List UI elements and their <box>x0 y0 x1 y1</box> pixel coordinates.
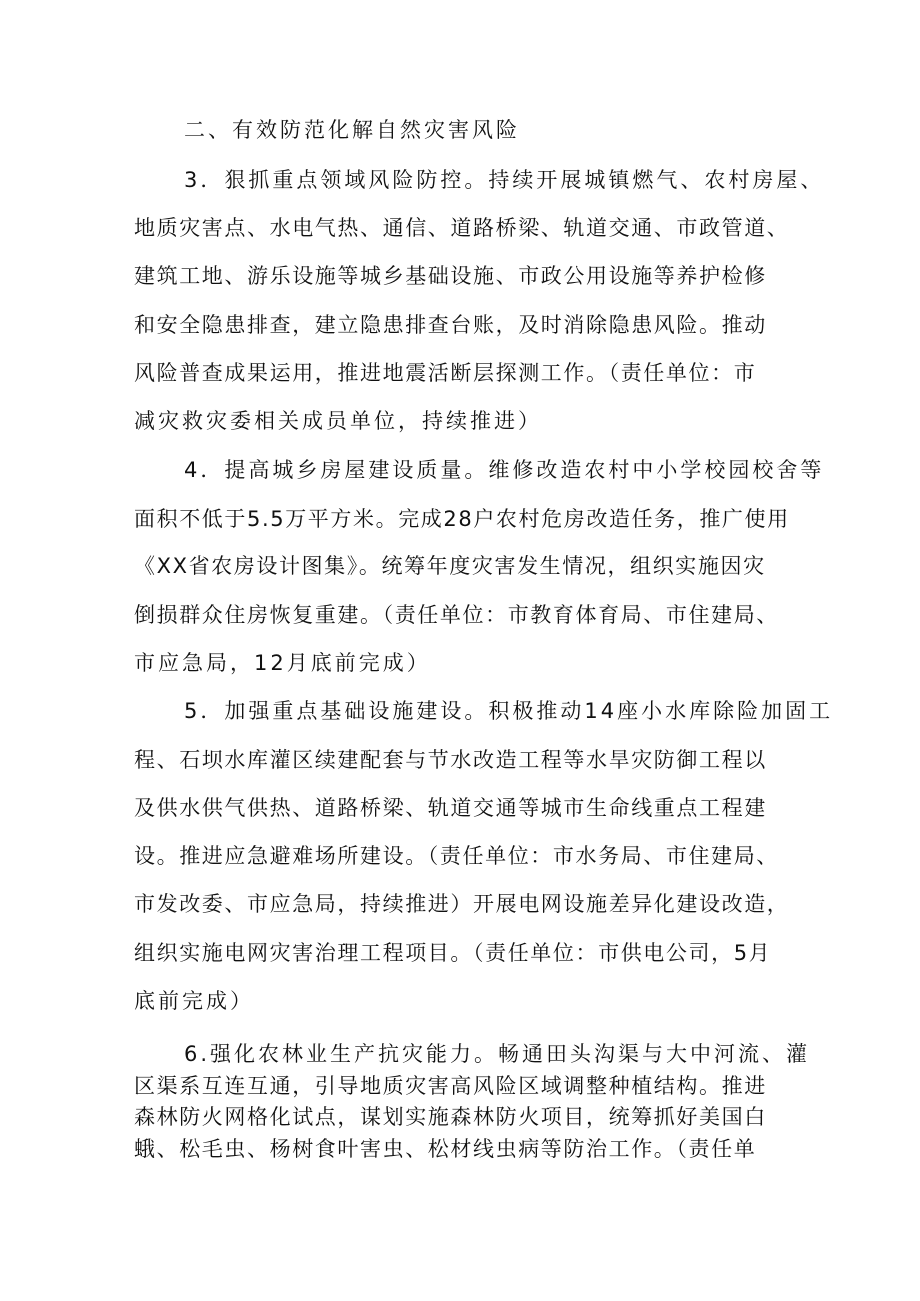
paragraph-3-line-6: 减灾救灾委相关成员单位，持续推进） <box>134 409 542 433</box>
paragraph-5-line-7: 底前完成） <box>134 989 254 1013</box>
paragraph-5-line-5: 市发改委、市应急局，持续推进）开展电网设施差异化建设改造， <box>134 892 790 916</box>
paragraph-3-line-2: 地质灾害点、水电气热、通信、道路桥梁、轨道交通、市政管道、 <box>134 216 790 240</box>
paragraph-4-line-1: 4．提高城乡房屋建设质量。维修改造农村中小学校园校舍等 <box>184 458 825 482</box>
paragraph-4-line-4: 倒损群众住房恢复重建。（责任单位：市教育体育局、市住建局、 <box>134 603 779 627</box>
paragraph-5-line-4: 设。推进应急避难场所建设。（责任单位：市水务局、市住建局、 <box>134 844 779 868</box>
paragraph-3-line-5: 风险普查成果运用，推进地震活断层探测工作。（责任单位：市 <box>134 361 757 385</box>
paragraph-6-line-4: 蛾、松毛虫、杨树食叶害虫、松材线虫病等防治工作。（责任单 <box>134 1137 757 1161</box>
paragraph-6-line-1: 6.强化农林业生产抗灾能力。畅通田头沟渠与大中河流、灌 <box>184 1042 811 1066</box>
paragraph-3-line-3: 建筑工地、游乐设施等城乡基础设施、市政公用设施等养护检修 <box>134 264 767 288</box>
section-heading: 二、有效防范化解自然灾害风险 <box>184 118 520 142</box>
paragraph-5-line-3: 及供水供气供热、道路桥梁、轨道交通等城市生命线重点工程建 <box>134 796 767 820</box>
paragraph-6-line-2: 区渠系互连互通，引导地质灾害高风险区域调整种植结构。推进 <box>134 1074 767 1098</box>
paragraph-3-line-4: 和安全隐患排查，建立隐患排查台账，及时消除隐患风险。推动 <box>134 313 767 337</box>
paragraph-4-line-3: 《XX省农房设计图集》。统筹年度灾害发生情况，组织实施因灾 <box>134 554 766 578</box>
paragraph-4-line-2: 面积不低于5.5万平方米。完成28户农村危房改造任务，推广使用 <box>134 507 790 531</box>
paragraph-3-line-1: 3．狠抓重点领域风险防控。持续开展城镇燃气、农村房屋、 <box>184 168 825 192</box>
paragraph-5-line-2: 程、石坝水库灌区续建配套与节水改造工程等水旱灾防御工程以 <box>134 748 767 772</box>
paragraph-6-line-3: 森林防火网格化试点，谋划实施森林防火项目，统筹抓好美国白 <box>134 1105 767 1129</box>
paragraph-4-line-5: 市应急局，12月底前完成） <box>134 651 431 675</box>
paragraph-5-line-6: 组织实施电网灾害治理工程项目。（责任单位：市供电公司，5月 <box>134 941 772 965</box>
paragraph-5-line-1: 5．加强重点基础设施建设。积极推动14座小水库除险加固工 <box>184 699 834 723</box>
